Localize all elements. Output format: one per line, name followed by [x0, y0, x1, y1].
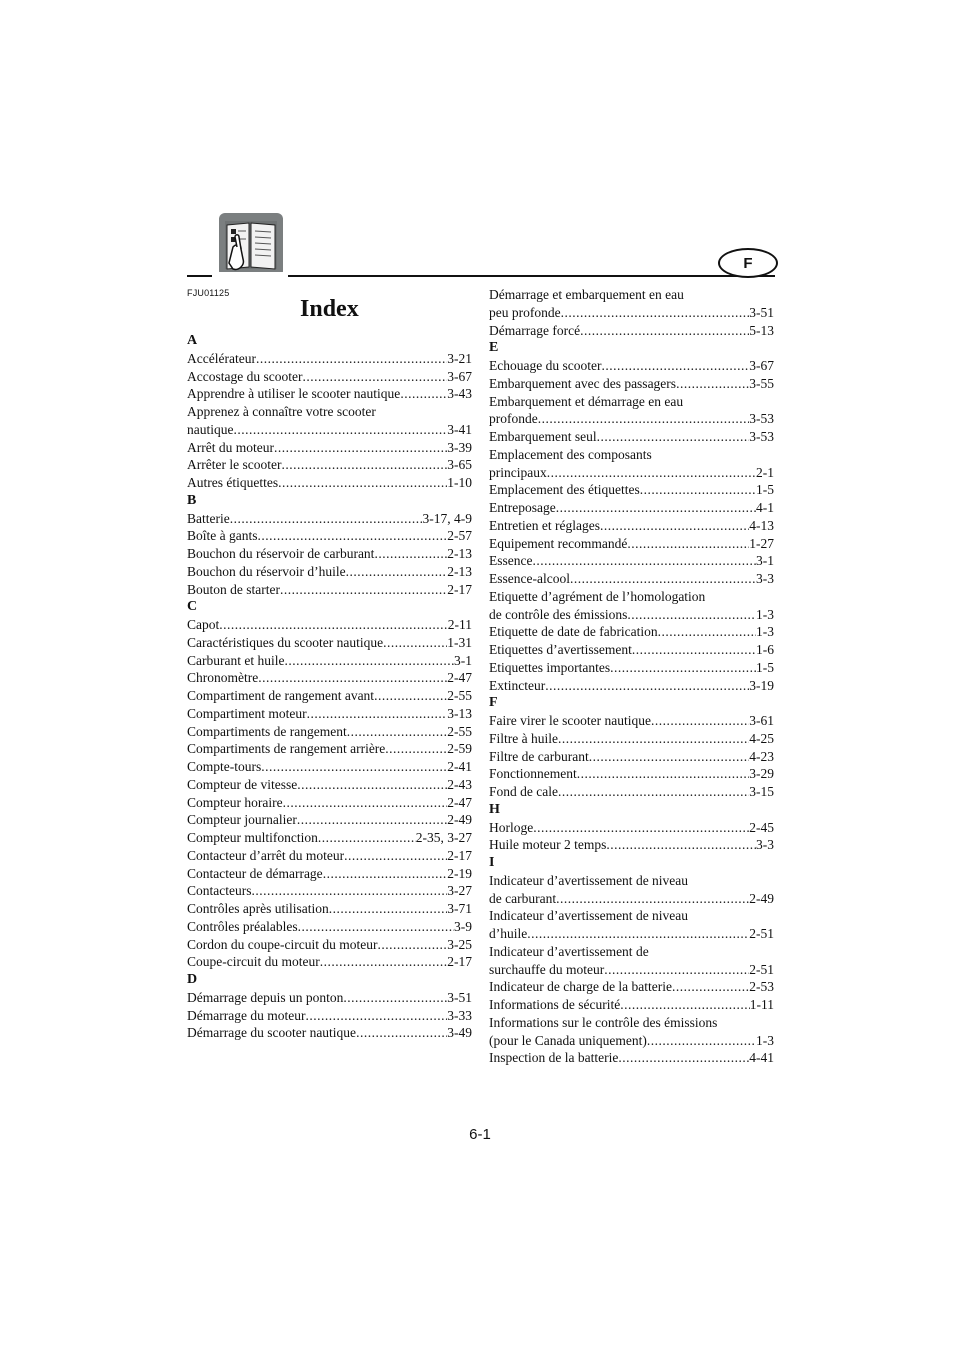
index-entry — [187, 563, 472, 581]
index-letter-heading: A — [187, 333, 198, 348]
index-entry — [489, 606, 774, 624]
dot-leader — [258, 527, 448, 545]
dot-leader — [658, 623, 756, 641]
dot-leader — [298, 918, 454, 936]
index-entry — [187, 918, 472, 936]
index-entry-term: Démarrage forcé — [489, 322, 581, 338]
index-entry-term: Apprendre à utiliser le scooter nautique — [187, 386, 401, 402]
index-entry — [489, 304, 774, 322]
dot-leader — [385, 740, 447, 758]
index-entry-term: Capot — [187, 617, 220, 632]
index-entry-page: 3-3 — [756, 837, 774, 853]
index-entry-page: 3-65 — [447, 457, 472, 473]
index-entry — [187, 705, 472, 723]
index-entry-page: 3-67 — [749, 358, 774, 373]
index-entry-page: 4-25 — [749, 730, 774, 746]
page-title: Index — [300, 296, 359, 322]
index-entry — [187, 900, 472, 918]
dot-leader — [577, 765, 750, 783]
index-entry-term: Contrôles après utilisation — [187, 901, 329, 916]
dot-leader — [329, 900, 448, 918]
index-entry-term: Inspection de la batterie — [489, 1050, 619, 1066]
index-entry-term: (pour le Canada uniquement) — [489, 1032, 647, 1048]
index-entry-term: Indicateur de charge de la batterie — [489, 979, 673, 995]
index-entry — [187, 545, 472, 563]
index-entry-page: 3-27 — [447, 883, 472, 899]
dot-leader — [297, 811, 447, 829]
dot-leader — [278, 474, 447, 492]
index-entry-term: de carburant — [489, 890, 557, 906]
dot-leader — [280, 581, 447, 599]
index-entry — [489, 677, 774, 695]
index-entry-page: 2-13 — [447, 546, 472, 561]
index-entry-page: 2-13 — [447, 563, 472, 579]
index-entry-term: Entretien et réglages — [489, 517, 600, 533]
index-entry — [187, 740, 472, 758]
index-entry-term: d’huile — [489, 926, 528, 941]
index-entry-term: Arrêt du moteur — [187, 439, 274, 455]
index-entry — [489, 1049, 774, 1067]
dot-leader — [251, 882, 447, 900]
page-number: 6-1 — [469, 1126, 491, 1143]
index-entry-page: 2-47 — [447, 794, 472, 810]
index-entry — [187, 456, 472, 474]
index-entry — [187, 421, 472, 439]
index-entry-line: Indicateur d’avertissement de — [489, 943, 649, 959]
index-entry-page: 2-59 — [447, 741, 472, 757]
dot-leader — [580, 322, 749, 340]
index-entry-term: Bouchon du réservoir de carburant — [187, 546, 375, 561]
index-entry — [187, 474, 472, 492]
index-entry-term: Démarrage depuis un ponton — [187, 989, 344, 1005]
index-entry — [187, 527, 472, 545]
index-letter-heading: H — [489, 801, 500, 817]
dot-leader — [570, 570, 756, 588]
index-entry — [187, 652, 472, 670]
index-entry — [489, 481, 774, 499]
index-entry-page: 1-10 — [447, 475, 472, 490]
index-entry — [187, 758, 472, 776]
index-entry-page: 3-71 — [447, 901, 472, 916]
index-entry-page: 2-49 — [749, 890, 774, 906]
index-entry-page: 4-41 — [749, 1050, 774, 1066]
index-entry — [187, 385, 472, 403]
index-entry-page: 3-19 — [749, 677, 774, 693]
index-entry-page: 2-17 — [447, 847, 472, 863]
index-entry-term: Etiquette de date de fabrication — [489, 624, 658, 640]
index-entry — [489, 322, 774, 340]
index-entry-page: 3-25 — [447, 936, 472, 952]
dot-leader — [219, 616, 448, 634]
dot-leader — [377, 936, 447, 954]
dot-leader — [561, 304, 750, 322]
dot-leader — [651, 712, 749, 730]
index-entry — [187, 723, 472, 741]
dot-leader — [400, 385, 447, 403]
index-entry-term: Emplacement des étiquettes — [489, 482, 640, 498]
dot-leader — [374, 687, 447, 705]
dot-leader — [627, 535, 749, 553]
index-entry-page: 4-23 — [749, 748, 774, 764]
index-entry-page: 2-1 — [756, 464, 774, 480]
index-entry — [187, 669, 472, 687]
index-entry-page: 1-31 — [447, 634, 472, 650]
dot-leader — [344, 847, 447, 865]
index-column-right — [489, 286, 774, 1067]
index-entry-term: Embarquement seul — [489, 429, 597, 444]
index-entry — [187, 776, 472, 794]
index-entry-page: 3-9 — [454, 918, 472, 934]
index-entry — [489, 641, 774, 659]
index-entry-term: surchauffe du moteur — [489, 961, 605, 977]
index-entry — [489, 730, 774, 748]
dot-leader — [545, 677, 749, 695]
index-entry-page: 3-3 — [756, 571, 774, 586]
index-entry — [489, 659, 774, 677]
index-entry — [489, 961, 774, 979]
index-entry-term: Chronomètre — [187, 670, 259, 686]
dot-leader — [589, 748, 750, 766]
index-entry-page: 2-45 — [749, 819, 774, 835]
index-entry-term: Accostage du scooter — [187, 368, 303, 384]
index-entry-page: 3-43 — [447, 386, 472, 402]
index-entry-page: 3-1 — [756, 553, 774, 569]
index-entry-term: Bouton de starter — [187, 581, 280, 597]
index-letter-heading: D — [187, 972, 198, 987]
index-letter-heading: E — [489, 340, 499, 356]
index-entry-term: Coupe-circuit du moteur — [187, 954, 320, 970]
index-entry-term: Compartiment de rangement avant — [187, 688, 375, 703]
index-entry — [187, 687, 472, 705]
index-entry-term: Compte-tours — [187, 759, 262, 774]
index-entry-term: Compartiment moteur — [187, 705, 307, 721]
index-entry — [489, 819, 774, 837]
index-entry-term: Bouchon du réservoir d’huile — [187, 563, 346, 579]
index-entry-page: 3-41 — [447, 421, 472, 437]
index-entry-line: Apprenez à connaître votre scooter — [187, 404, 376, 419]
language-badge — [718, 248, 778, 278]
dot-leader — [532, 552, 756, 570]
index-entry-term: Horloge — [489, 819, 534, 835]
section-code: FJU01125 — [187, 288, 230, 298]
index-entry — [489, 1032, 774, 1050]
index-entry — [489, 748, 774, 766]
index-entry-term: Contacteur de démarrage — [187, 865, 323, 881]
dot-leader — [297, 776, 447, 794]
dot-leader — [556, 890, 749, 908]
index-entry — [187, 350, 472, 368]
language-code: F — [743, 254, 753, 272]
index-entry-page: 3-13 — [447, 705, 472, 721]
index-entry-page: 5-13 — [749, 322, 774, 338]
index-entry-term: Compteur journalier — [187, 812, 297, 828]
index-entry-term: Caractéristiques du scooter nautique — [187, 634, 384, 650]
index-entry-term: Compartiments de rangement — [187, 723, 347, 739]
index-entry-page: 3-39 — [447, 439, 472, 455]
dot-leader — [346, 563, 448, 581]
index-entry — [187, 368, 472, 386]
index-entry-term: Equipement recommandé — [489, 535, 628, 551]
index-entry-page: 3-15 — [749, 784, 774, 799]
dot-leader — [610, 659, 756, 677]
dot-leader — [558, 783, 749, 801]
index-entry-line: Etiquette d’agrément de l’homologation — [489, 588, 706, 604]
index-entry-line: Emplacement des composants — [489, 446, 652, 462]
index-entry — [489, 517, 774, 535]
dot-leader — [356, 1024, 447, 1042]
dot-leader — [547, 464, 756, 482]
dot-leader — [597, 428, 750, 446]
index-entry-term: Démarrage du moteur — [187, 1007, 306, 1023]
index-entry-page: 3-61 — [749, 713, 774, 728]
dot-leader — [672, 978, 749, 996]
dot-leader — [604, 961, 749, 979]
index-entry-term: Filtre à huile — [489, 730, 558, 746]
index-entry — [489, 464, 774, 482]
index-entry — [489, 836, 774, 854]
dot-leader — [323, 865, 448, 883]
dot-leader — [305, 1007, 447, 1025]
index-entry — [187, 847, 472, 865]
index-entry — [489, 925, 774, 943]
dot-leader — [640, 481, 756, 499]
index-entry-term: Compteur multifonction — [187, 830, 318, 845]
index-entry-line: Indicateur d’avertissement de niveau — [489, 908, 689, 924]
dot-leader — [533, 819, 749, 837]
index-entry-term: Fond de cale — [489, 784, 558, 799]
index-entry-page: 4-1 — [756, 500, 774, 515]
index-entry-page: 2-47 — [447, 670, 472, 686]
dot-leader — [281, 456, 447, 474]
index-entry — [489, 499, 774, 517]
index-entry — [489, 978, 774, 996]
index-entry-page: 1-5 — [756, 482, 774, 498]
index-entry — [187, 794, 472, 812]
dot-leader — [320, 953, 448, 971]
dot-leader — [600, 517, 749, 535]
dot-leader — [256, 350, 447, 368]
index-entry — [489, 783, 774, 801]
index-entry-page: 2-57 — [447, 528, 472, 544]
index-entry-page: 3-29 — [749, 766, 774, 782]
index-entry-page: 1-5 — [756, 659, 774, 675]
dot-leader — [284, 652, 454, 670]
index-entry-term: Essence-alcool — [489, 571, 570, 586]
dot-leader — [307, 705, 448, 723]
dot-leader — [283, 794, 448, 812]
index-entry-page: 4-13 — [749, 517, 774, 533]
index-entry-page: 2-51 — [749, 961, 774, 977]
index-entry-page: 1-6 — [756, 642, 774, 657]
dot-leader — [618, 1049, 749, 1067]
index-entry-page: 3-53 — [749, 429, 774, 444]
index-entry-term: Compartiments de rangement arrière — [187, 741, 386, 757]
dot-leader — [676, 375, 749, 393]
index-entry-page: 2-17 — [447, 954, 472, 970]
index-entry-line: Informations sur le contrôle des émissions — [489, 1014, 718, 1030]
index-entry-page: 3-53 — [749, 411, 774, 427]
index-entry-page: 3-51 — [447, 989, 472, 1005]
index-entry — [489, 552, 774, 570]
dot-leader — [383, 634, 447, 652]
index-entry-term: Etiquettes d’avertissement — [489, 642, 632, 657]
index-entry — [187, 865, 472, 883]
index-entry-page: 1-11 — [749, 997, 774, 1012]
index-entry — [187, 882, 472, 900]
index-entry-term: Echouage du scooter — [489, 358, 602, 373]
index-entry-term: Fonctionnement — [489, 766, 577, 782]
dot-leader — [620, 996, 750, 1014]
dot-leader — [234, 421, 448, 439]
index-entry-term: Démarrage du scooter nautique — [187, 1025, 357, 1041]
index-entry-page: 2-17 — [447, 581, 472, 597]
index-entry-term: Batterie — [187, 510, 230, 526]
index-entry-term: Compteur horaire — [187, 794, 283, 810]
index-entry-page: 2-49 — [447, 812, 472, 828]
index-entry — [489, 890, 774, 908]
index-entry — [187, 616, 472, 634]
index-entry-term: Contrôles préalables — [187, 918, 298, 934]
index-entry-page: 2-43 — [447, 776, 472, 792]
index-entry — [489, 375, 774, 393]
index-entry-page: 1-3 — [756, 624, 774, 640]
dot-leader — [302, 368, 447, 386]
index-entry — [489, 570, 774, 588]
index-entry-page: 2-35, 3-27 — [415, 830, 472, 845]
dot-leader — [274, 439, 447, 457]
index-entry-term: Accélérateur — [187, 350, 256, 366]
index-entry — [187, 811, 472, 829]
index-entry-term: Informations de sécurité — [489, 997, 621, 1012]
index-entry-term: Etiquettes importantes — [489, 659, 611, 675]
index-entry-term: Entreposage — [489, 500, 556, 515]
index-entry — [187, 510, 472, 528]
index-letter-heading: F — [489, 695, 498, 711]
index-entry-page: 2-41 — [447, 759, 472, 774]
index-entry-term: Embarquement avec des passagers — [489, 375, 677, 391]
index-entry-page: 2-55 — [447, 688, 472, 703]
index-entry-term: Contacteurs — [187, 883, 252, 899]
index-column-left — [187, 332, 472, 1042]
index-entry-term: Essence — [489, 553, 533, 569]
index-entry-term: Faire virer le scooter nautique — [489, 713, 651, 728]
index-entry — [187, 581, 472, 599]
index-entry-term: Compteur de vitesse — [187, 776, 298, 792]
dot-leader — [601, 357, 749, 375]
index-entry-term: de contrôle des émissions — [489, 606, 628, 622]
index-entry-line: Embarquement et démarrage en eau — [489, 393, 684, 409]
dot-leader — [347, 723, 448, 741]
index-entry-term: Cordon du coupe-circuit du moteur — [187, 936, 378, 952]
index-entry-term: Autres étiquettes — [187, 475, 279, 490]
index-entry-term: Arrêter le scooter — [187, 457, 282, 473]
index-entry-page: 1-27 — [749, 535, 774, 551]
dot-leader — [343, 989, 447, 1007]
index-entry — [489, 410, 774, 428]
index-entry-page: 3-1 — [454, 652, 472, 668]
index-entry-page: 2-53 — [749, 979, 774, 995]
dot-leader — [258, 669, 447, 687]
index-entry-page: 3-21 — [447, 350, 472, 366]
dot-leader — [627, 606, 756, 624]
index-entry-term: profonde — [489, 411, 538, 427]
index-entry-term: Carburant et huile — [187, 652, 285, 668]
index-entry — [489, 712, 774, 730]
index-entry-line: Indicateur d’avertissement de niveau — [489, 872, 689, 888]
index-entry-term: Contacteur d’arrêt du moteur — [187, 847, 345, 863]
index-letter-heading: C — [187, 599, 198, 615]
index-entry-page: 2-19 — [447, 865, 472, 881]
dot-leader — [647, 1032, 756, 1050]
index-entry — [187, 1024, 472, 1042]
index-entry-page: 2-55 — [447, 723, 472, 739]
index-entry-page: 2-51 — [749, 926, 774, 941]
dot-leader — [318, 829, 416, 847]
dot-leader — [556, 499, 756, 517]
index-entry-page: 2-11 — [447, 617, 472, 632]
dot-leader — [558, 730, 749, 748]
index-entry-term: nautique — [187, 421, 234, 437]
dot-leader — [606, 836, 756, 854]
dot-leader — [230, 510, 423, 528]
index-entry-term: Filtre de carburant — [489, 748, 589, 764]
index-entry — [489, 996, 774, 1014]
index-entry — [187, 936, 472, 954]
dot-leader — [527, 925, 749, 943]
index-entry-page: 3-49 — [447, 1025, 472, 1041]
index-entry-page: 3-33 — [447, 1007, 472, 1023]
index-entry-page: 1-3 — [756, 606, 774, 622]
index-entry — [489, 357, 774, 375]
dot-leader — [374, 545, 447, 563]
index-entry — [187, 829, 472, 847]
index-entry — [187, 989, 472, 1007]
index-entry — [489, 765, 774, 783]
dot-leader — [632, 641, 756, 659]
index-entry-page: 3-17, 4-9 — [422, 510, 472, 526]
index-entry-term: Huile moteur 2 temps — [489, 837, 607, 853]
index-entry-term: principaux — [489, 464, 547, 480]
index-entry — [187, 634, 472, 652]
index-entry — [489, 428, 774, 446]
index-entry-page: 1-3 — [756, 1032, 774, 1048]
index-entry-line: Démarrage et embarquement en eau — [489, 287, 684, 302]
index-entry-term: Extincteur — [489, 677, 546, 693]
index-entry — [187, 953, 472, 971]
index-entry-page: 3-67 — [447, 368, 472, 384]
index-letter-heading: B — [187, 492, 197, 508]
manual-icon — [219, 213, 283, 277]
index-entry — [489, 535, 774, 553]
index-entry-term: Boîte à gants — [187, 528, 258, 544]
dot-leader — [261, 758, 447, 776]
index-entry — [489, 623, 774, 641]
index-entry-page: 3-55 — [749, 375, 774, 391]
index-entry-term: peu profonde — [489, 304, 561, 320]
index-entry — [187, 1007, 472, 1025]
index-entry-page: 3-51 — [749, 304, 774, 320]
dot-leader — [538, 410, 750, 428]
index-entry — [187, 439, 472, 457]
index-letter-heading: I — [489, 855, 495, 870]
